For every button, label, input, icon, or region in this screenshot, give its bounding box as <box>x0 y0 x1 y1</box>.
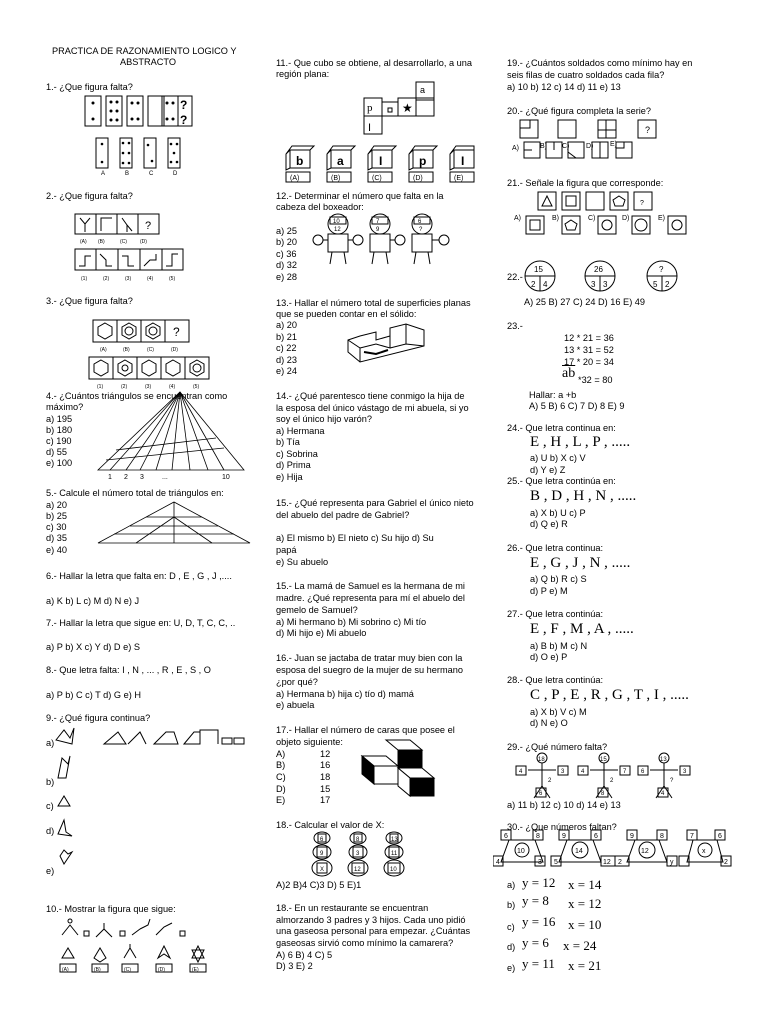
q21-label: B) <box>552 215 559 222</box>
q9-figures <box>54 726 264 866</box>
q17-cube-object <box>360 738 436 798</box>
q15-opt-1: a) El mismo b) El nieto c) Su hijo d) Su <box>276 533 434 543</box>
q29-num: 4 <box>581 769 585 775</box>
q30-num: 10 <box>517 848 525 855</box>
q29-num: 8 <box>601 791 605 797</box>
q29-num: 15 <box>600 757 607 763</box>
q16-text-2: esposa del suegro de la mujer de su hermano <box>276 665 463 675</box>
q11-face: a <box>337 154 344 168</box>
q10-label: (E) <box>192 967 199 973</box>
q30-num: 7 <box>690 833 694 840</box>
q30-opt-a-letter: a) <box>507 880 516 890</box>
q18-num: 3 <box>356 851 360 857</box>
q25-opt-1: a) X b) U c) P <box>530 508 586 518</box>
q30-num: 2 <box>724 859 728 866</box>
q4-tick: 1 <box>108 474 112 481</box>
q30-text: 30.- ¿Que números faltan? <box>507 822 617 832</box>
q29-num: 6 <box>641 769 645 775</box>
q12-head-num: 9 <box>376 227 380 233</box>
q30-opt-c-x: x = 10 <box>568 917 602 932</box>
q14-text-3: soy el único hijo varón? <box>276 414 373 424</box>
q10-label: (B) <box>94 967 101 973</box>
q19-answers: a) 10 b) 12 c) 14 d) 11 e) 13 <box>507 82 621 92</box>
q28-sequence: C , P , E , R , G , T , I , ..... <box>530 687 689 703</box>
q2-label: (4) <box>147 276 154 282</box>
q26-opt-2: d) P e) M <box>530 586 568 596</box>
q2-bottom-figures <box>74 248 186 272</box>
q4-tick: 3 <box>140 474 144 481</box>
q29-num: 13 <box>660 757 667 763</box>
q12-opt-c: c) 36 <box>276 249 297 259</box>
q22-num: ? <box>659 265 664 274</box>
q18-num: 9 <box>320 851 324 857</box>
q12-opt-a: a) 25 <box>276 226 297 236</box>
q13-opt-e: e) 24 <box>276 366 297 376</box>
q17-letter-b: B) <box>276 760 286 770</box>
q28-opt-1: a) X b) V c) M <box>530 707 587 717</box>
q1-opt-b: B <box>125 171 130 177</box>
q3-text: 3.- ¿Que figura falta? <box>46 296 133 306</box>
q11-net-label: p <box>367 102 373 114</box>
q17-letter-a: A) <box>276 749 286 759</box>
q10-sequence <box>56 915 226 943</box>
q30-num: 6 <box>504 833 508 840</box>
q3-top-labels <box>92 343 194 353</box>
q18-num: 10 <box>390 867 397 873</box>
q12-text-1: 12.- Determinar el número que falta en la <box>276 191 444 201</box>
q18b-opt-1: A) 6 B) 4 C) 5 <box>276 950 333 960</box>
q17-letter-e: E) <box>276 795 286 805</box>
q3-label: (1) <box>97 384 104 390</box>
q17-text-1: 17.- Hallar el número de caras que posee el <box>276 725 455 735</box>
q12-head-num: 12 <box>334 227 341 233</box>
q13-opt-b: b) 21 <box>276 332 297 342</box>
q22-answers: A) 25 B) 27 C) 24 D) 16 E) 49 <box>524 297 646 307</box>
q15b-text-1: 15.- La mamá de Samuel es la hermana de mi <box>276 581 465 591</box>
q21-figures <box>512 190 702 240</box>
q1-domino-row <box>84 95 194 127</box>
q28-text: 28.- Que letra continúa: <box>507 675 604 685</box>
q15-text-2: del abuelo del padre de Gabriel? <box>276 510 410 520</box>
q21-label: D) <box>622 215 630 222</box>
q30-opt-d-letter: d) <box>507 942 516 952</box>
q17-letter-d: D) <box>276 784 286 794</box>
q2-top-figures <box>74 213 164 235</box>
q15b-opt-2: d) Mi hijo e) Mi abuelo <box>276 628 367 638</box>
q14-opt-c: c) Sobrina <box>276 449 318 459</box>
q26-opt-1: a) Q b) R c) S <box>530 574 587 584</box>
q15b-text-3: gemelo de Samuel? <box>276 605 358 615</box>
q30-opt-b-y: y = 8 <box>522 893 549 908</box>
q12-head-num: 7 <box>376 219 380 225</box>
q2-text: 2.- ¿Que figura falta? <box>46 191 133 201</box>
q23-line-2: 13 * 31 = 52 <box>564 345 614 355</box>
q17-letter-c: C) <box>276 772 286 782</box>
q11-net-label: I <box>368 122 372 134</box>
q23-ab: $\overline{ab}$ <box>562 366 576 381</box>
q17-val-c: 18 <box>320 772 331 782</box>
q9-opt-c: c) <box>46 801 54 811</box>
q18-num: 11 <box>391 851 398 857</box>
q11-label: (A) <box>290 175 300 182</box>
svg-text:?: ? <box>145 220 152 232</box>
q20-label: B) <box>540 143 547 150</box>
svg-text:?: ? <box>180 98 188 112</box>
q11-face: p <box>419 154 427 168</box>
q13-text-1: 13.- Hallar el número total de superficies planas <box>276 298 471 308</box>
q20-label: E) <box>610 141 617 148</box>
q30-num: 8 <box>536 833 540 840</box>
q20-text: 20.- ¿Qué figura completa la serie? <box>507 106 652 116</box>
q10-label: (C) <box>124 967 131 973</box>
q22-label: 22.- <box>507 272 523 282</box>
q3-bottom-figures <box>88 356 212 380</box>
q30-opt-c-letter: c) <box>507 922 515 932</box>
q30-num: 6 <box>718 833 722 840</box>
q3-label: (C) <box>147 347 154 353</box>
q29-num: 6 <box>539 791 543 797</box>
q30-opt-b-letter: b) <box>507 900 516 910</box>
q2-label: (2) <box>103 276 110 282</box>
q11-options <box>284 144 476 184</box>
q22-num: 3 <box>591 280 596 289</box>
q30-opt-b-x: x = 12 <box>568 896 602 911</box>
q5-text: 5.- Calcule el número total de triángulos en: <box>46 488 224 498</box>
q30-opt-a-x: x = 14 <box>568 877 602 892</box>
q29-num: 4 <box>661 791 665 797</box>
q30-num: 14 <box>575 848 583 855</box>
q30-opt-e-x: x = 21 <box>568 958 602 973</box>
q29-num: 2 <box>610 778 614 784</box>
q29-num: ? <box>670 778 674 784</box>
q12-boxers <box>310 210 460 268</box>
q30-num: 12 <box>641 848 649 855</box>
q9-opt-b: b) <box>46 777 55 787</box>
q23-answers: A) 5 B) 6 C) 7 D) 8 E) 9 <box>529 401 625 411</box>
q3-label: (3) <box>145 384 152 390</box>
q22-num: 3 <box>603 280 608 289</box>
q11-label: (D) <box>413 175 423 182</box>
q11-face: I <box>379 154 383 168</box>
q4-triangle-figure <box>96 390 248 482</box>
q27-text: 27.- Que letra continúa: <box>507 609 604 619</box>
q30-opt-d-x: x = 24 <box>563 938 597 953</box>
q29-num: 2 <box>548 778 552 784</box>
q23-line-1: 12 * 21 = 36 <box>564 333 614 343</box>
q16-text-1: 16.- Juan se jactaba de tratar muy bien con la <box>276 653 463 663</box>
q16-opt-1: a) Hermana b) hija c) tío d) mamá <box>276 689 414 699</box>
q7-answers: a) P b) X c) Y d) D e) S <box>46 642 140 652</box>
q15-opt-2: papá <box>276 545 297 555</box>
q14-opt-a: a) Hermana <box>276 426 325 436</box>
q3-top-figures <box>92 319 194 343</box>
q3-label: (2) <box>121 384 128 390</box>
q1-opt-d: D <box>173 171 178 177</box>
q20-label: D) <box>586 143 594 150</box>
q28-opt-2: d) N e) O <box>530 718 568 728</box>
q12-opt-e: e) 28 <box>276 272 297 282</box>
q29-text: 29.- ¿Qué número falta? <box>507 742 608 752</box>
q2-label: (B) <box>98 239 105 245</box>
q21-label: E) <box>658 215 665 222</box>
q24-opt-2: d) Y e) Z <box>530 465 566 475</box>
q29-num: 3 <box>683 769 687 775</box>
q8-text: 8.- Que letra falta: I , N , ... , R , E , S , O <box>46 665 211 675</box>
q18-num: 6 <box>320 837 324 843</box>
title-line-2: ABSTRACTO <box>120 57 176 67</box>
q3-label: (B) <box>123 347 130 353</box>
q4-tick: ... <box>162 474 168 481</box>
q25-opt-2: d) Q e) R <box>530 519 568 529</box>
svg-text:?: ? <box>173 325 180 339</box>
q16-text-3: ¿por qué? <box>276 677 318 687</box>
q4-opt-b: b) 180 <box>46 425 73 435</box>
q12-opt-d: d) 32 <box>276 260 297 270</box>
q29-num: 3 <box>561 769 565 775</box>
q13-text-2: que se pueden contar en el sólido: <box>276 309 417 319</box>
q20-figures <box>510 118 686 166</box>
q30-num: 3 <box>538 859 542 866</box>
q22-num: 2 <box>531 280 536 289</box>
q19-text-1: 19.- ¿Cuántos soldados como mínimo hay en <box>507 58 693 68</box>
q14-opt-b: b) Tía <box>276 437 300 447</box>
q4-text-2: máximo? <box>46 402 84 412</box>
q30-num: 5 <box>554 859 558 866</box>
q17-text-2: objeto siguiente: <box>276 737 343 747</box>
q12-text-2: cabeza del boxeador: <box>276 202 364 212</box>
q3-bottom-labels <box>88 380 212 390</box>
q15-text-1: 15.- ¿Qué representa para Gabriel el único nieto <box>276 498 474 508</box>
q14-opt-e: e) Hija <box>276 472 303 482</box>
q27-opt-2: d) O e) P <box>530 652 568 662</box>
q1-options-figures <box>92 137 188 171</box>
q30-opt-c-y: y = 16 <box>522 914 556 929</box>
q30-num: 9 <box>630 833 634 840</box>
q22-num: 4 <box>543 280 548 289</box>
q21-label: C) <box>588 215 596 222</box>
q1-opt-c: C <box>149 171 154 177</box>
q12-head-num: 10 <box>333 219 340 225</box>
q2-label: (5) <box>169 276 176 282</box>
q29-num: 4 <box>519 769 523 775</box>
q18b-text-1: 18.- En un restaurante se encuentran <box>276 903 429 913</box>
q30-num: y <box>670 859 674 866</box>
q3-label: (4) <box>169 384 176 390</box>
q16-opt-2: e) abuela <box>276 700 315 710</box>
q21-label: A) <box>514 215 521 222</box>
q25-text: 25.- Que letra continúa en: <box>507 476 616 486</box>
q18-num: 12 <box>354 867 361 873</box>
q5-opt-e: e) 40 <box>46 545 67 555</box>
q14-text-2: la esposa del único vástago de mi abuela, si yo <box>276 403 469 413</box>
q1-opt-a: A <box>101 171 106 177</box>
q15b-opt-1: a) Mi hermano b) Mi sobrino c) Mi tío <box>276 617 427 627</box>
q24-text: 24.- Que letra continua en: <box>507 423 616 433</box>
q30-num: x <box>702 848 706 855</box>
q22-num: 2 <box>665 280 670 289</box>
q21-text: 21.- Señale la figura que corresponde: <box>507 178 664 188</box>
q11-net-label: a <box>420 85 426 95</box>
q4-tick: 2 <box>124 474 128 481</box>
q4-opt-d: d) 55 <box>46 447 67 457</box>
q5-opt-d: d) 35 <box>46 533 67 543</box>
q5-triangle-figure <box>96 500 254 546</box>
q4-opt-c: c) 190 <box>46 436 72 446</box>
q30-num: 4 <box>496 859 500 866</box>
q18-num: X <box>320 867 325 873</box>
q11-label: (B) <box>331 175 341 182</box>
q2-bottom-labels <box>74 272 186 282</box>
q11-text-2: región plana: <box>276 69 330 79</box>
q10-options <box>58 940 218 974</box>
q14-opt-d: d) Prima <box>276 460 311 470</box>
q3-label: (D) <box>171 347 178 353</box>
q1-text: 1.- ¿Que figura falta? <box>46 82 133 92</box>
q29-num: 7 <box>623 769 627 775</box>
q17-val-d: 15 <box>320 784 331 794</box>
q25-sequence: B , D , H , N , ..... <box>530 488 637 504</box>
q20-label: A) <box>512 145 519 152</box>
q23-line-4: *32 = 80 <box>578 375 613 385</box>
q18-num: 13 <box>391 837 398 843</box>
q18-text: 18.- Calcular el valor de X: <box>276 820 385 830</box>
q30-num: 12 <box>603 859 611 866</box>
q23-label: 23.- <box>507 321 523 331</box>
q9-text: 9.- ¿Qué figura continua? <box>46 713 151 723</box>
q30-num: 8 <box>660 833 664 840</box>
q18b-text-4: gaseosas sirvió como mínimo la camarera? <box>276 938 454 948</box>
q30-num: 2 <box>618 859 622 866</box>
q30-opt-a-y: y = 12 <box>522 875 556 890</box>
q4-opt-e: e) 100 <box>46 458 73 468</box>
q11-text-1: 11.- Que cubo se obtiene, al desarrollarlo, a una <box>276 58 472 68</box>
q5-opt-a: a) 20 <box>46 500 67 510</box>
q3-label: (A) <box>100 347 107 353</box>
q13-opt-a: a) 20 <box>276 320 297 330</box>
q18b-text-2: almorzando 3 padres y 3 hijos. Cada uno pidió <box>276 915 466 925</box>
q27-sequence: E , F , M , A , ..... <box>530 621 634 637</box>
q29-num: 18 <box>538 757 545 763</box>
q10-label: (A) <box>62 967 69 973</box>
q9-opt-e: e) <box>46 866 55 876</box>
q11-net-label: ★ <box>402 101 413 115</box>
q2-label: (C) <box>120 239 127 245</box>
q4-text-1: 4.- ¿Cuántos triángulos se encuentran como <box>46 391 228 401</box>
q18-figures <box>308 830 412 878</box>
q6-answers: a) K b) L c) M d) N e) J <box>46 596 140 606</box>
q30-figures <box>493 828 733 870</box>
q30-opt-e-y: y = 11 <box>522 956 555 971</box>
q30-opt-d-y: y = 6 <box>522 935 549 950</box>
q30-opt-e-letter: e) <box>507 963 516 973</box>
q18-answers: A)2 B)4 C)3 D) 5 E)1 <box>276 880 362 890</box>
q29-figures <box>512 752 692 800</box>
q23-line-3: 17 * 20 = 34 <box>564 357 614 367</box>
q12-head-num: ? <box>419 227 423 233</box>
q18-num: 8 <box>356 837 360 843</box>
q22-num: 26 <box>594 265 603 274</box>
q24-sequence: E , H , L , P , ..... <box>530 434 631 450</box>
q15b-text-2: madre. ¿Qué representa para mí el abuelo del <box>276 593 465 603</box>
q30-num: 9 <box>562 833 566 840</box>
q18b-opt-2: D) 3 E) 2 <box>276 961 313 971</box>
q4-opt-a: a) 195 <box>46 414 73 424</box>
q15-opt-3: e) Su abuelo <box>276 557 329 567</box>
q2-top-labels <box>74 235 164 245</box>
q17-val-e: 17 <box>320 795 331 805</box>
q5-opt-c: c) 30 <box>46 522 67 532</box>
q2-label: (3) <box>125 276 132 282</box>
q23-hallar: Hallar: a +b <box>529 390 577 400</box>
q5-opt-b: b) 25 <box>46 511 67 521</box>
q11-face: b <box>296 154 304 168</box>
q11-face: I <box>461 154 465 168</box>
svg-text:?: ? <box>180 113 188 127</box>
q22-circles <box>524 258 686 298</box>
q4-tick: 10 <box>222 474 230 481</box>
q27-opt-1: a) B b) M c) N <box>530 641 588 651</box>
q12-opt-b: b) 20 <box>276 237 297 247</box>
q6-text: 6.- Hallar la letra que falta en: D , E , G , J ,.... <box>46 571 232 581</box>
q17-val-b: 16 <box>320 760 331 770</box>
q10-text: 10.- Mostrar la figura que sigue: <box>46 904 176 914</box>
q2-label: (D) <box>140 239 147 245</box>
title-line-1: PRACTICA DE RAZONAMIENTO LOGICO Y <box>52 46 237 56</box>
q11-cube-net <box>362 80 444 136</box>
q9-opt-a: a) <box>46 738 55 748</box>
q13-opt-d: d) 23 <box>276 355 297 365</box>
q19-text-2: seis filas de cuatro soldados cada fila? <box>507 70 665 80</box>
q9-opt-d: d) <box>46 826 55 836</box>
q8-answers: a) P b) C c) T d) G e) H <box>46 690 141 700</box>
q13-opt-c: c) 22 <box>276 343 297 353</box>
q11-label: (C) <box>372 175 382 182</box>
q26-text: 26.- Que letra continua: <box>507 543 604 553</box>
q13-solid <box>346 322 428 366</box>
q24-opt-1: a) U b) X c) V <box>530 453 586 463</box>
q7-text: 7.- Hallar la letra que sigue en: U, D, T, C, C, .. <box>46 618 236 628</box>
q17-val-a: 12 <box>320 749 331 759</box>
svg-text:?: ? <box>640 200 644 207</box>
q10-label: (D) <box>158 967 165 973</box>
q29-answers: a) 11 b) 12 c) 10 d) 14 e) 13 <box>507 800 621 810</box>
q2-label: (A) <box>80 239 87 245</box>
q18b-text-3: una gaseosa personal para empezar. ¿Cuántas <box>276 926 471 936</box>
q12-head-num: 6 <box>418 219 422 225</box>
q20-label: C) <box>562 143 570 150</box>
q22-num: 15 <box>534 265 543 274</box>
q3-label: (5) <box>193 384 200 390</box>
svg-text:?: ? <box>645 125 651 135</box>
q26-sequence: E , G , J , N , ..... <box>530 555 631 571</box>
q22-num: 5 <box>653 280 658 289</box>
q14-text-1: 14.- ¿Qué parentesco tiene conmigo la hija de <box>276 391 465 401</box>
q2-label: (1) <box>81 276 88 282</box>
q30-num: 6 <box>594 833 598 840</box>
q11-label: (E) <box>454 175 464 182</box>
